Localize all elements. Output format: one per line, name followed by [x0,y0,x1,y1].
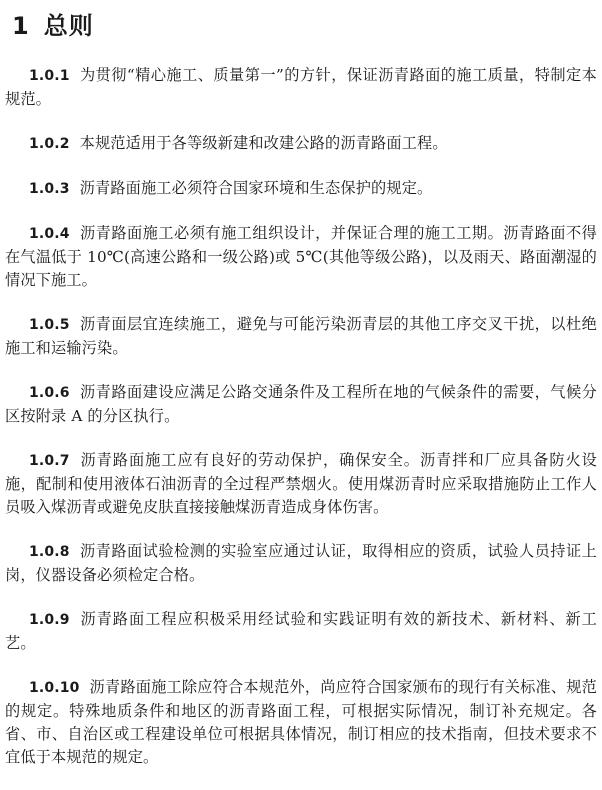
clause-1-0-5 [5,313,597,360]
clause-1-0-8 [5,540,597,587]
clause-number: 1.0.6 [29,385,70,401]
clause-1-0-6 [5,381,597,428]
clause-1-0-1 [5,64,597,111]
clause-number: 1.0.5 [29,317,70,333]
chapter-number: 1 [12,12,30,40]
clause-text: 沥青路面建设应满足公路交通条件及工程所在地的气候条件的需要，气候分区按附录 A 的分区执行。 [5,383,597,425]
clause-number: 1.0.4 [29,226,70,242]
clause-number: 1.0.2 [29,136,70,152]
clause-number: 1.0.9 [29,612,70,628]
clause-text: 沥青路面施工必须符合国家环境和生态保护的规定。 [79,179,433,197]
clause-number: 1.0.1 [29,68,70,84]
clause-1-0-7 [5,449,597,519]
clause-text: 本规范适用于各等级新建和改建公路的沥青路面工程。 [79,134,448,152]
clause-text: 沥青路面试验检测的实验室应通过认证，取得相应的资质，试验人员持证上岗，仪器设备必须检定合格。 [5,542,597,584]
chapter-title [12,6,94,41]
clause-1-0-9 [5,608,597,655]
clause-number: 1.0.10 [29,680,80,696]
clause-1-0-3 [5,177,597,201]
clause-text: 沥青面层宜连续施工，避免与可能污染沥青层的其他工序交叉干扰，以杜绝施工和运输污染。 [5,315,597,357]
clause-number: 1.0.8 [29,544,70,560]
chapter-title-text: 总则 [43,12,94,40]
clause-text: 沥青路面施工必须有施工组织设计，并保证合理的施工工期。沥青路面不得在气温低于 10℃(高速公路和一级公路)或 5℃(其他等级公路)，以及雨天、路面潮湿的情况下施工。 [5,224,597,289]
clause-number: 1.0.3 [29,181,70,197]
clause-1-0-4 [5,222,597,292]
clause-text: 沥青路面施工应有良好的劳动保护，确保安全。沥青拌和厂应具备防火设施，配制和使用液体石油沥青的全过程严禁烟火。使用煤沥青时应采取措施防止工作人员吸入煤沥青或避免皮肤直接接触煤沥青造成身体伤害。 [5,451,597,516]
clause-text: 沥青路面工程应积极采用经试验和实践证明有效的新技术、新材料、新工艺。 [5,610,597,652]
clause-1-0-10 [5,676,597,769]
clause-number: 1.0.7 [29,453,70,469]
clause-1-0-2 [5,132,597,156]
clause-list [5,64,597,790]
clause-text: 为贯彻“精心施工、质量第一”的方针，保证沥青路面的施工质量，特制定本规范。 [5,66,597,108]
clause-text: 沥青路面施工除应符合本规范外，尚应符合国家颁布的现行有关标准、规范的规定。特殊地质条件和地区的沥青路面工程，可根据实际情况，制订补充规定。各省、市、自治区或工程建设单位可根据具体情况，制订相应的技术指南，但技术要求不宜低于本规范的规定。 [5,678,597,766]
